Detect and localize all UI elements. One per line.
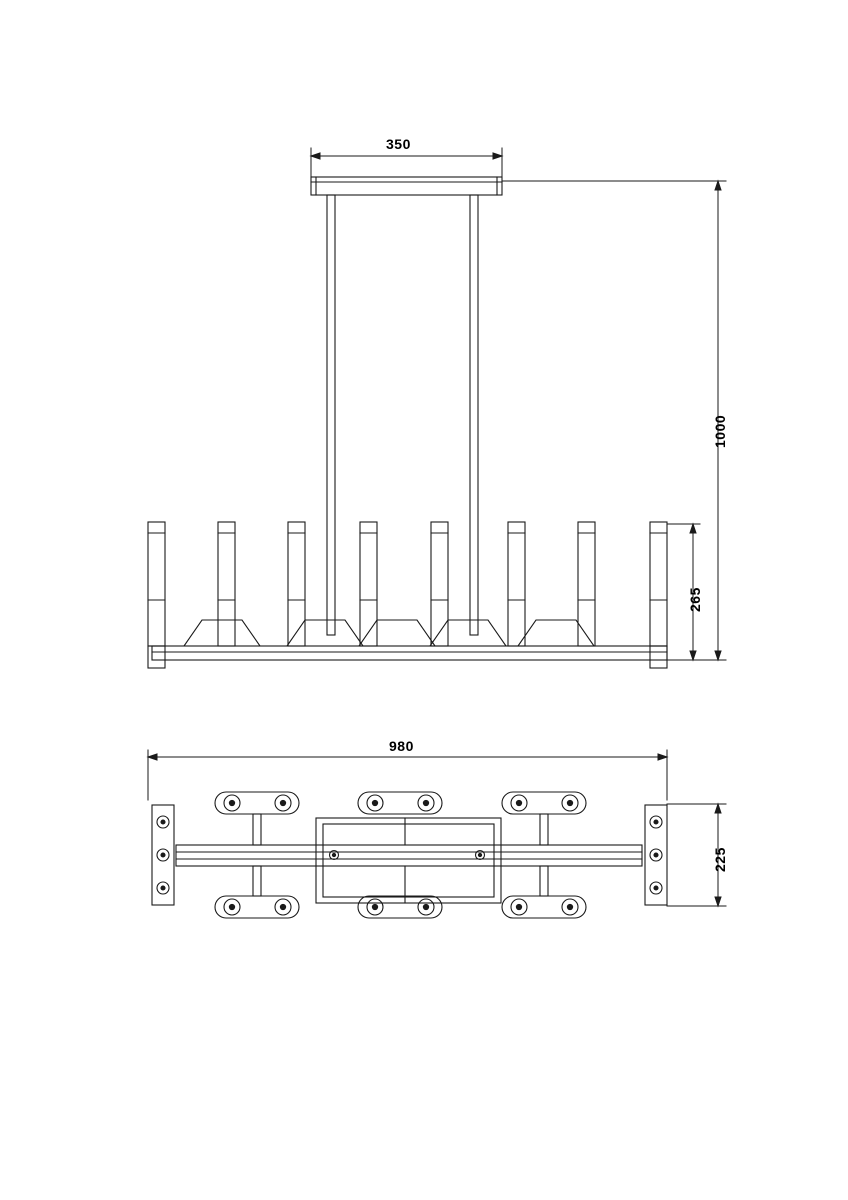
dimension-label-980: 980 [389,738,414,754]
main-bar-plan [176,845,642,866]
dimension-label-265: 265 [687,587,703,612]
canopy-plan [316,818,501,903]
lamp-arms-plan-bottom [215,866,586,918]
suspension-rod-right [470,195,478,635]
dimension-label-225: 225 [712,847,728,872]
dimension-350 [311,148,502,178]
suspension-rod-left [327,195,335,635]
fixture-feet [184,620,594,646]
dimension-label-350: 350 [386,136,411,152]
canopy [311,177,502,195]
bar-end-caps [148,646,667,668]
main-bar-front [152,646,667,660]
end-cap-left-plan [152,805,174,905]
lamp-tubes-front [148,522,667,646]
end-cap-right-plan [645,805,667,905]
dimension-label-1000: 1000 [712,414,728,448]
